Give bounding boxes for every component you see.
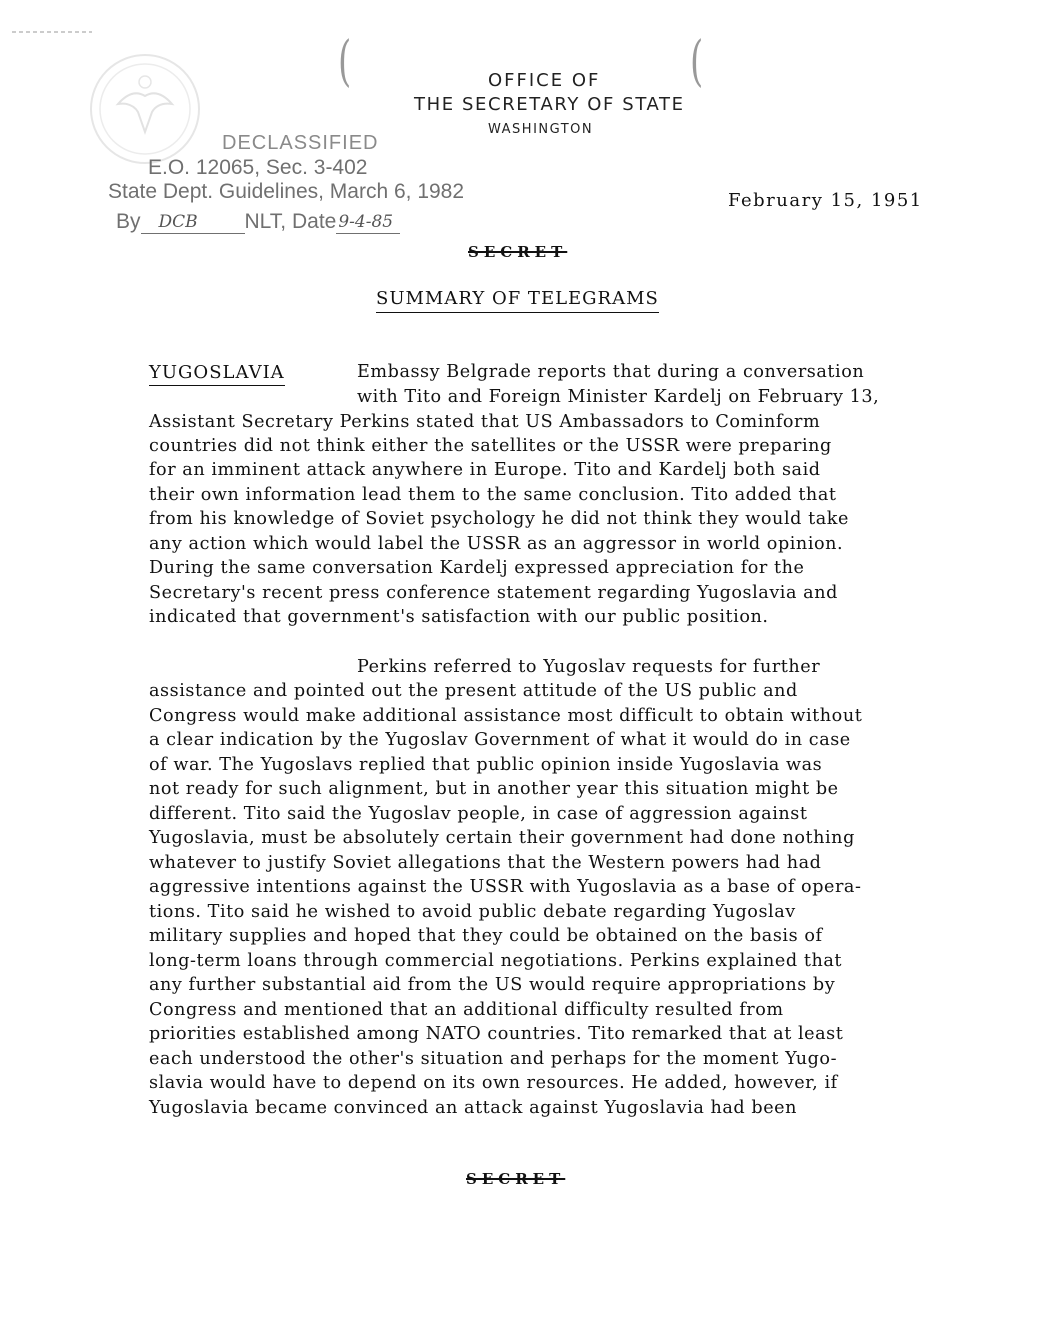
- stamp-nlt-label: NLT, Date: [244, 210, 337, 233]
- text-line: Secretary's recent press conference statement regarding Yugoslavia and: [149, 583, 838, 603]
- text-line: each understood the other's situation and perhaps for the moment Yugo-: [149, 1049, 838, 1069]
- text-line: indicated that government's satisfaction with our public position.: [149, 607, 769, 627]
- text-line: a clear indication by the Yugoslav Government of what it would do in case: [149, 730, 851, 750]
- stamp-signature-line: [116, 210, 400, 234]
- text-line: long-term loans through commercial negotiations. Perkins explained that: [149, 951, 843, 971]
- text-line: countries did not think either the satellites or the USSR were preparing: [149, 436, 832, 456]
- stamp-initials: DCB: [158, 212, 198, 232]
- text-line: priorities established among NATO countries. Tito remarked that at least: [149, 1024, 844, 1044]
- text-line: Congress and mentioned that an additional difficulty resulted from: [149, 1000, 784, 1020]
- letterhead-line: OFFICE OF: [488, 70, 601, 91]
- text-line: military supplies and hoped that they could be obtained on the basis of: [149, 926, 823, 946]
- margin-scribble: [12, 30, 92, 34]
- text-line: not ready for such alignment, but in another year this situation might be: [149, 779, 839, 799]
- section-heading: YUGOSLAVIA: [149, 362, 285, 386]
- letterhead-city: WASHINGTON: [488, 122, 594, 137]
- document-title: SUMMARY OF TELEGRAMS: [376, 288, 659, 313]
- text-line: During the same conversation Kardelj expressed appreciation for the: [149, 558, 805, 578]
- text-line: aggressive intentions against the USSR with Yugoslavia as a base of opera-: [149, 877, 862, 897]
- text-line: any further substantial aid from the US would require appropriations by: [149, 975, 836, 995]
- stamp-by-label: By: [116, 210, 141, 233]
- text-line: Assistant Secretary Perkins stated that US Ambassadors to Cominform: [149, 412, 821, 432]
- hole-punch-mark: (: [338, 30, 352, 94]
- text-line: whatever to justify Soviet allegations that the Western powers had had: [149, 853, 822, 873]
- text-line: their own information lead them to the same conclusion. Tito added that: [149, 485, 837, 505]
- stamp-date: 9-4-85: [338, 212, 394, 232]
- text-line: slavia would have to depend on its own resources. He added, however, if: [149, 1073, 838, 1093]
- text-line: assistance and pointed out the present attitude of the US public and: [149, 681, 798, 701]
- hole-punch-mark: (: [690, 30, 704, 94]
- text-line: Embassy Belgrade reports that during a conversation: [357, 362, 865, 382]
- text-line: any action which would label the USSR as an aggressor in world opinion.: [149, 534, 844, 554]
- classification-marking-bottom: SECRET: [466, 1170, 566, 1188]
- text-line: from his knowledge of Soviet psychology he did not think they would take: [149, 509, 849, 529]
- text-line: for an imminent attack anywhere in Europe. Tito and Kardelj both said: [149, 460, 821, 480]
- text-line: of war. The Yugoslavs replied that public opinion inside Yugoslavia was: [149, 755, 823, 775]
- text-line: Yugoslavia, must be absolutely certain their government had done nothing: [149, 828, 855, 848]
- text-line: Yugoslavia became convinced an attack against Yugoslavia had been: [149, 1098, 797, 1118]
- stamp-title: DECLASSIFIED: [222, 132, 379, 154]
- text-line: Congress would make additional assistance most difficult to obtain without: [149, 706, 863, 726]
- stamp-authority: E.O. 12065, Sec. 3-402: [148, 156, 368, 179]
- text-line: tions. Tito said he wished to avoid public debate regarding Yugoslav: [149, 902, 796, 922]
- document-date: February 15, 1951: [728, 190, 923, 211]
- text-line: with Tito and Foreign Minister Kardelj on February 13,: [357, 387, 880, 407]
- letterhead-office: THE SECRETARY OF STATE: [414, 94, 685, 115]
- text-line: Perkins referred to Yugoslav requests for further: [357, 657, 821, 677]
- text-line: different. Tito said the Yugoslav people, in case of aggression against: [149, 804, 808, 824]
- stamp-guidelines: State Dept. Guidelines, March 6, 1982: [108, 180, 465, 203]
- embossed-seal-icon: [88, 52, 203, 167]
- classification-marking-top: SECRET: [468, 243, 568, 261]
